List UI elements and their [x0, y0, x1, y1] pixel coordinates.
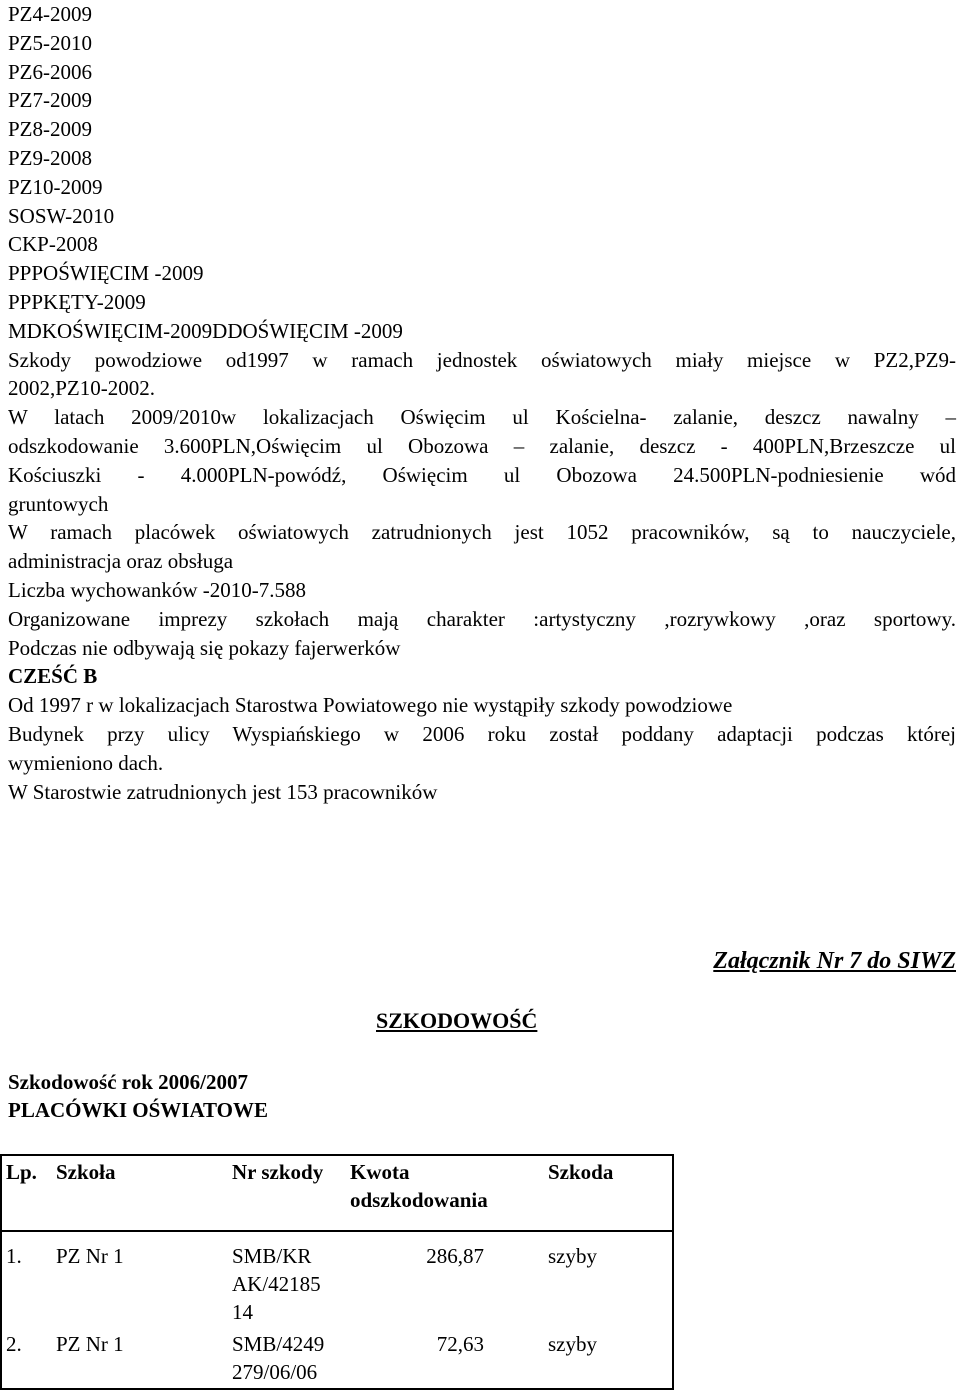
list-item: CKP-2008: [8, 232, 98, 257]
paragraph-line: odszkodowanie 3.600PLN,Oświęcim ul Obozowa – zalanie, deszcz - 400PLN,Brzeszcze ul: [8, 433, 956, 458]
cell-amount: 286,87: [426, 1244, 484, 1268]
list-item: PZ5-2010: [8, 30, 92, 55]
cell-school: PZ Nr 1: [56, 1332, 124, 1356]
document-page: [8, 0, 956, 806]
list-item: PPPKĘTY-2009: [8, 289, 146, 314]
list-item: PZ7-2009: [8, 88, 92, 113]
paragraph-line: Od 1997 r w lokalizacjach Starostwa Powiatowego nie wystąpiły szkody powodziowe: [8, 693, 733, 718]
damage-table: [0, 1154, 674, 1390]
list-item: PPPOŚWIĘCIM -2009: [8, 261, 204, 286]
paragraph-line: Podczas nie odbywają się pokazy fajerwerków: [8, 635, 401, 660]
cell-lp: 1.: [6, 1244, 22, 1268]
subtitle-institutions: PLACÓWKI OŚWIATOWE: [8, 1098, 269, 1122]
section-heading: CZEŚĆ B: [8, 664, 98, 689]
annex-title: Załącznik Nr 7 do SIWZ: [713, 948, 956, 974]
cell-damage: szyby: [548, 1244, 597, 1268]
cell-lp: 2.: [6, 1332, 22, 1356]
table-header-row: [1, 1155, 673, 1231]
paragraph-line: W Starostwie zatrudnionych jest 153 pracowników: [8, 779, 438, 804]
list-item: PZ10-2009: [8, 174, 103, 199]
header-amount: Kwota odszkodowania: [346, 1155, 544, 1231]
subtitle-year: Szkodowość rok 2006/2007: [8, 1070, 248, 1094]
header-lp: Lp.: [1, 1155, 52, 1231]
paragraph-line: Budynek przy ulicy Wyspiańskiego w 2006 roku został poddany adaptacji podczas której: [8, 721, 956, 746]
subtitle-block: [8, 1068, 268, 1124]
paragraph-line: Kościuszki - 4.000PLN-powódź, Oświęcim ul Obozowa 24.500PLN-podniesienie wód: [8, 462, 956, 487]
paragraph-line: Organizowane imprezy szkołach mają charakter :artystyczny ,rozrywkowy ,oraz sportowy.: [8, 606, 956, 631]
table-row: [1, 1231, 673, 1328]
section-title: SZKODOWOŚĆ: [376, 1008, 538, 1033]
cell-claim-number: SMB/4249 279/06/06: [232, 1332, 325, 1384]
paragraph-line: Szkody powodziowe od1997 w ramach jednostek oświatowych miały miejsce w PZ2,PZ9-: [8, 347, 956, 372]
table-row: [1, 1328, 673, 1389]
paragraph-line: administracja oraz obsługa: [8, 549, 234, 574]
paragraph-line: W ramach placówek oświatowych zatrudnionych jest 1052 pracowników, są to nauczyciele,: [8, 520, 956, 545]
paragraph-line: Liczba wychowanków -2010-7.588: [8, 577, 306, 602]
list-item: PZ8-2009: [8, 117, 92, 142]
paragraph-line: wymieniono dach.: [8, 750, 164, 775]
cell-school: PZ Nr 1: [56, 1244, 124, 1268]
header-school: Szkoła: [52, 1155, 228, 1231]
list-item: PZ6-2006: [8, 59, 92, 84]
list-item: PZ9-2008: [8, 145, 92, 170]
paragraph-line: W latach 2009/2010w lokalizacjach Oświęcim ul Kościelna- zalanie, deszcz nawalny –: [8, 405, 956, 430]
paragraph-line: 2002,PZ10-2002.: [8, 376, 155, 401]
list-item: PZ4-2009: [8, 2, 92, 26]
cell-amount: 72,63: [436, 1332, 484, 1356]
cell-damage: szyby: [548, 1332, 597, 1356]
list-item: MDKOŚWIĘCIM-2009DDOŚWIĘCIM -2009: [8, 318, 403, 343]
header-claim-number: Nr szkody: [228, 1155, 346, 1231]
header-damage: Szkoda: [544, 1155, 673, 1231]
list-item: SOSW-2010: [8, 203, 115, 228]
cell-claim-number: SMB/KR AK/42185 14: [232, 1244, 321, 1324]
paragraph-line: gruntowych: [8, 491, 109, 516]
